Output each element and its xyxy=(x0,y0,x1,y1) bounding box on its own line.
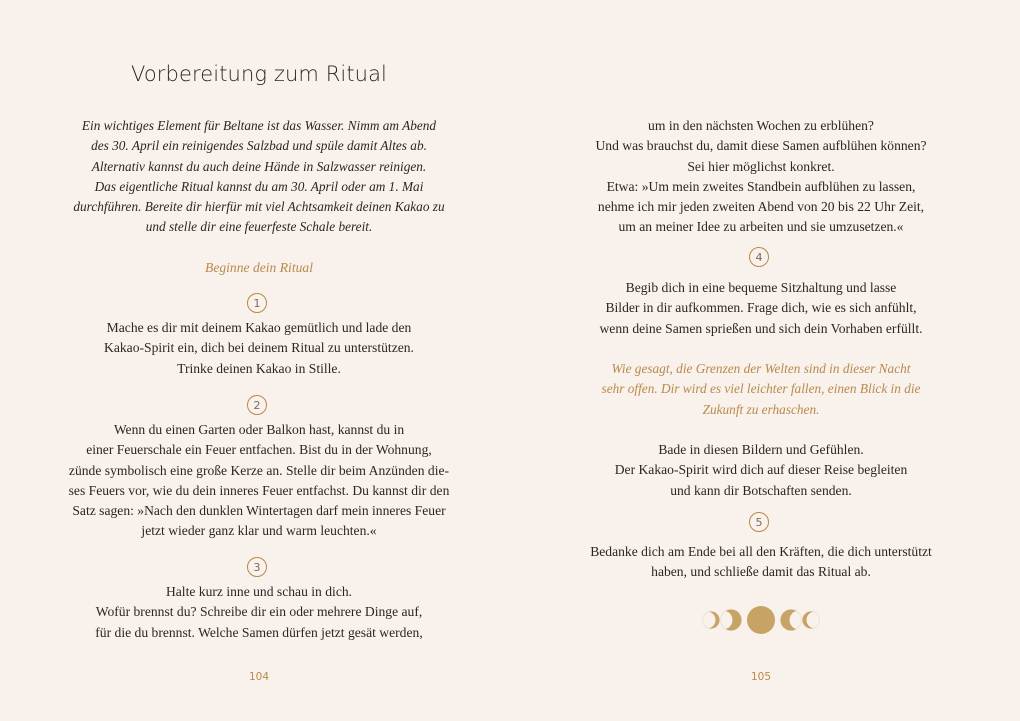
text-line: des 30. April ein reinigendes Salzbad und spüle damit Altes ab. xyxy=(91,138,427,154)
text-line: Begib dich in eine bequeme Sitzhaltung und lasse xyxy=(625,280,897,295)
page-number: 105 xyxy=(750,671,772,683)
step-number-badge: 4 xyxy=(749,247,769,267)
text-line: Der Kakao-Spirit wird dich auf dieser Reise begleiten xyxy=(614,462,908,478)
page-title: Vorbereitung zum Ritual xyxy=(131,62,387,86)
text-line: Wenn du einen Garten oder Balkon hast, kannst du in xyxy=(113,422,405,437)
page-number: 104 xyxy=(248,671,270,683)
text-line: wenn deine Samen sprießen und sich dein Vorhaben erfüllt. xyxy=(599,320,923,336)
text-line: Bedanke dich am Ende bei all den Kräften, die dich unterstützt xyxy=(590,544,932,559)
text-line: einer Feuerschale ein Feuer entfachen. Bist du in der Wohnung, xyxy=(86,442,432,458)
intro-paragraph xyxy=(60,116,458,238)
after-quote-text xyxy=(562,440,960,501)
text-line: Wofür brennst du? Schreibe dir ein oder mehrere Dinge auf, xyxy=(95,604,423,620)
step-number-badge: 3 xyxy=(247,557,267,577)
text-line: Ein wichtiges Element für Beltane ist das Wasser. Nimm am Abend xyxy=(81,118,437,133)
text-line: durchführen. Bereite dir hierfür mit viel Achtsamkeit deinen Kakao zu xyxy=(73,199,445,215)
text-line: nehme ich mir jeden zweiten Abend von 20 bis 22 Uhr Zeit, xyxy=(597,199,925,215)
step-number-badge: 5 xyxy=(749,512,769,532)
step-3-continuation xyxy=(562,116,960,238)
text-line: Satz sagen: »Nach den dunklen Wintertagen darf mein inneres Feuer xyxy=(72,503,446,519)
text-line: und stelle dir eine feuerfeste Schale bereit. xyxy=(145,219,373,235)
text-line: zünde symbolisch eine große Kerze an. Stelle dir beim Anzünden die- xyxy=(68,462,450,478)
text-line: Das eigentliche Ritual kannst du am 30. April oder am 1. Mai xyxy=(94,178,424,194)
text-line: Trinke deinen Kakao in Stille. xyxy=(177,360,341,376)
text-line: Bade in diesen Bildern und Gefühlen. xyxy=(658,442,864,457)
text-line: Kakao-Spirit ein, dich bei deinem Ritual zu unterstützen. xyxy=(104,340,414,356)
step-1-text xyxy=(60,318,458,379)
step-4-text xyxy=(562,278,960,339)
text-line: Alternativ kannst du auch deine Hände in Salzwasser reinigen. xyxy=(91,158,427,174)
text-line: Zukunft zu erhaschen. xyxy=(702,401,820,417)
step-number-badge: 1 xyxy=(247,293,267,313)
text-line: Und was brauchst du, damit diese Samen aufblühen können? xyxy=(595,138,927,154)
right-page xyxy=(562,0,960,721)
step-5-text xyxy=(562,542,960,583)
step-3-text xyxy=(60,582,458,643)
step-2-text xyxy=(60,420,458,542)
highlight-quote xyxy=(562,359,960,420)
text-line: Etwa: »Um mein zweites Standbein aufblühen zu lassen, xyxy=(606,178,916,194)
step-number-badge: 2 xyxy=(247,395,267,415)
text-line: und kann dir Botschaften senden. xyxy=(670,482,852,498)
text-line: jetzt wieder ganz klar und warm leuchten.« xyxy=(141,523,377,539)
text-line: Sei hier möglichst konkret. xyxy=(687,158,835,174)
text-line: sehr offen. Dir wird es viel leichter fallen, einen Blick in die xyxy=(601,381,921,397)
text-line: um an meiner Idee zu arbeiten und sie umzusetzen.« xyxy=(618,219,904,235)
text-line: haben, und schließe damit das Ritual ab. xyxy=(651,564,871,580)
text-line: um in den nächsten Wochen zu erblühen? xyxy=(648,118,874,133)
moon-phases-icon xyxy=(702,602,820,638)
text-line: Bilder in dir aufkommen. Frage dich, wie es sich anfühlt, xyxy=(605,300,917,316)
section-heading: Beginne dein Ritual xyxy=(205,260,313,275)
text-line: Mache es dir mit deinem Kakao gemütlich und lade den xyxy=(106,320,412,335)
text-line: für die du brennst. Welche Samen dürfen jetzt gesät werden, xyxy=(95,624,423,640)
left-page xyxy=(60,0,458,721)
text-line: Wie gesagt, die Grenzen der Welten sind in dieser Nacht xyxy=(611,361,911,376)
text-line: ses Feuers vor, wie du dein inneres Feuer entfachst. Du kannst dir den xyxy=(68,482,450,498)
text-line: Halte kurz inne und schau in dich. xyxy=(165,584,353,599)
